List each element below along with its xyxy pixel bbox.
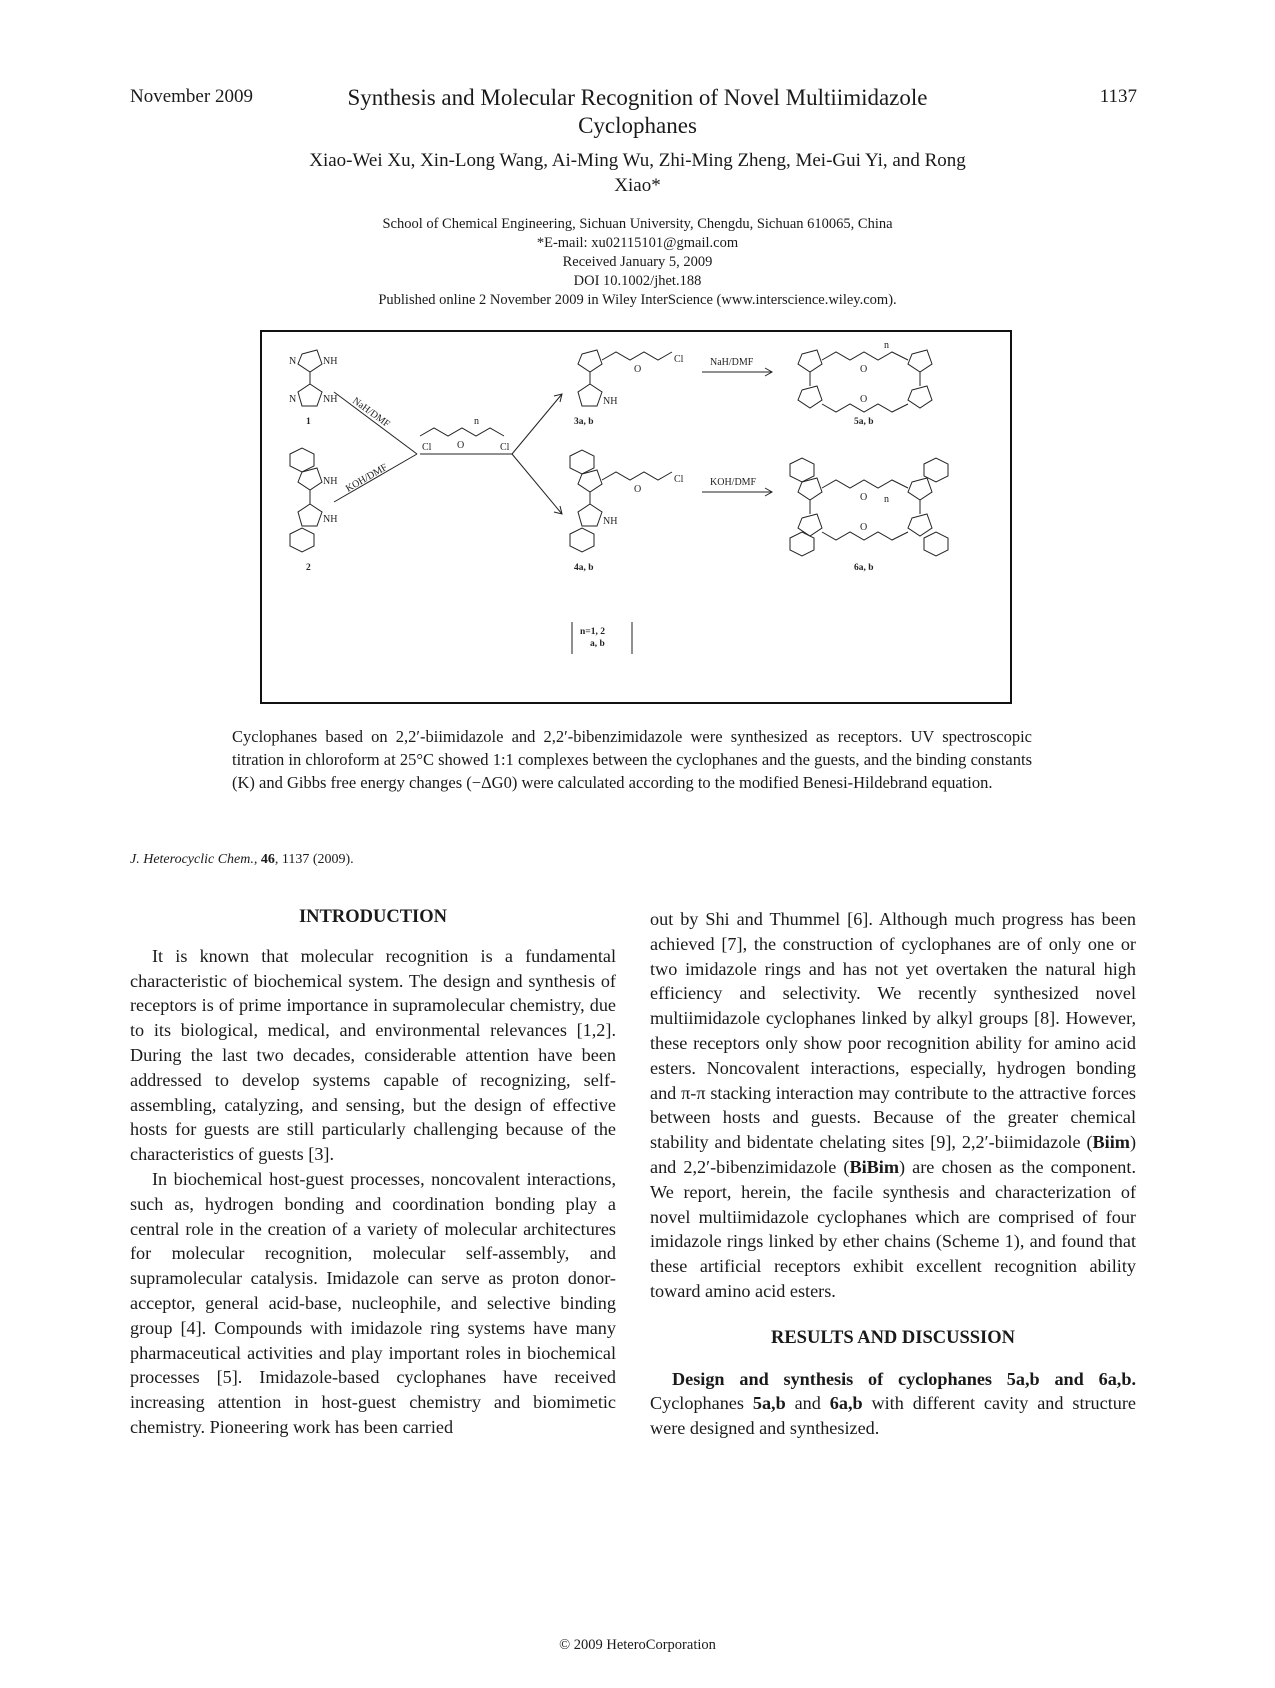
reagent-nah-dmf: NaH/DMF	[350, 395, 392, 430]
intro-text: out by Shi and Thummel [6]. Although much progress has been achieved [7], the construction of cyclophanes are of only one or two imidazole rings and has not yet overtaken the natural high efficiency and selectivity. We recently synthesized novel multiimidazole cyclophanes linked by alkyl groups [8]. However, these receptors only show poor recognition ability for amino acid esters. Noncovalent interactions, especially, hydrogen bonding and π-π stacking interaction may contribute to the attractive forces between hosts and guests. Because of the greater chemical stability and bidentate chelating sites [9], 2,2′-biimidazole (	[650, 909, 1136, 1153]
n-subscript: n	[884, 494, 889, 505]
journal-citation	[130, 852, 354, 868]
results-text: with different cavity and structure were designed and synthesized.	[650, 1393, 1136, 1439]
published-online: Published online 2 November 2009 in Wiley InterScience (www.interscience.wiley.com).	[378, 292, 897, 308]
reaction-scheme-figure	[262, 332, 1010, 702]
left-column	[130, 905, 616, 1440]
compound-label-6: 6a, b	[854, 563, 874, 573]
bibim-term: BiBim	[849, 1156, 900, 1177]
compound-label-3: 3a, b	[574, 417, 594, 427]
journal-name: J. Heterocyclic Chem.,	[130, 852, 258, 867]
results-heading: RESULTS AND DISCUSSION	[770, 1327, 1016, 1348]
cl-label: Cl	[422, 442, 432, 453]
o-label: O	[634, 364, 642, 375]
o-label: O	[860, 394, 868, 405]
ab-values: a, b	[590, 639, 605, 649]
reagent-nah-dmf: NaH/DMF	[710, 357, 754, 368]
copyright-footer: © 2009 HeteroCorporation	[559, 1637, 716, 1653]
compound-label-2: 2	[306, 563, 311, 573]
o-label: O	[860, 364, 868, 375]
o-label: O	[634, 484, 642, 495]
reaction-scheme	[260, 330, 1012, 704]
compound-label-1: 1	[306, 417, 311, 427]
introduction-heading: INTRODUCTION	[298, 907, 448, 927]
nh-label: NH	[603, 516, 618, 527]
affiliation-block	[250, 215, 1025, 310]
intro-text: ) are chosen as the component. We report, herein, the facile synthesis and characterization of novel multiimidazole cyclophanes which are comprised of four imidazole rings linked by ether chains (Scheme 1), and found that these artificial receptors exhibit excellent recognition ability toward amino acid esters.	[650, 1156, 1136, 1301]
compound-ref: 5a,b	[752, 1393, 786, 1414]
page-number: 1137	[1099, 86, 1137, 107]
nh-label: NH	[323, 394, 338, 405]
results-subhead: Design and synthesis of cyclophanes 5a,b and 6a,b.	[672, 1368, 1136, 1389]
nh-label: NH	[323, 476, 338, 487]
reagent-koh-dmf: KOH/DMF	[344, 462, 390, 495]
o-label: O	[860, 522, 868, 533]
abstract: Cyclophanes based on 2,2′-biimidazole and 2,2′-bibenzimidazole were synthesized as receptors. UV spectroscopic titration in chloroform at 25°C showed 1:1 complexes between the cyclophanes and the guests, and the binding constants (K) and Gibbs free energy changes (−ΔG0) were calculated according to the modified Benesi-Hildebrand equation.	[232, 727, 1032, 792]
journal-pages: , 1137 (2009).	[274, 852, 354, 867]
right-column	[650, 907, 1136, 1441]
author-list: Xiao-Wei Xu, Xin-Long Wang, Ai-Ming Wu, Zhi-Ming Zheng, Mei-Gui Yi, and Rong Xiao*	[309, 150, 966, 196]
compound-ref: 6a,b	[829, 1393, 863, 1414]
o-label: O	[860, 492, 868, 503]
cl-label: Cl	[674, 474, 684, 485]
results-text: Cyclophanes	[650, 1393, 753, 1414]
compound-label-4: 4a, b	[574, 563, 594, 573]
nh-label: NH	[323, 356, 338, 367]
n-subscript: n	[884, 340, 889, 351]
doi: DOI 10.1002/jhet.188	[573, 273, 702, 289]
n-subscript: n	[474, 416, 479, 427]
intro-text: ) and 2,2′-bibenzimidazole (	[650, 1132, 1136, 1177]
received-date: Received January 5, 2009	[562, 254, 713, 270]
intro-paragraph-1: It is known that molecular recognition is a fundamental characteristic of biochemical system. The design and synthesis of receptors is of prime importance in supramolecular chemistry, due to its biological, medical, and environmental relevances [1,2]. During the last two decades, considerable attention have been addressed to develop systems capable of recognizing, self-assembling, catalyzing, and sensing, but the design of effective hosts for guests are still particularly challenging because of the characteristics of guests [3].	[130, 945, 616, 1165]
n-label: N	[289, 356, 297, 367]
journal-volume: 46	[260, 852, 275, 867]
reagent-koh-dmf: KOH/DMF	[710, 477, 757, 488]
biim-term: Biim	[1092, 1132, 1130, 1153]
results-text: and	[785, 1393, 830, 1414]
compound-label-5: 5a, b	[854, 417, 874, 427]
intro-paragraph-3	[650, 907, 1136, 1304]
n-values: n=1, 2	[580, 627, 605, 637]
o-label: O	[457, 440, 465, 451]
affiliation-school: School of Chemical Engineering, Sichuan University, Chengdu, Sichuan 610065, China	[382, 216, 893, 232]
nh-label: NH	[603, 396, 618, 407]
header-date: November 2009	[130, 86, 253, 107]
cl-label: Cl	[674, 354, 684, 365]
n-label: N	[289, 394, 297, 405]
article-title: Synthesis and Molecular Recognition of Novel Multiimidazole Cyclophanes	[347, 85, 928, 138]
intro-paragraph-2: In biochemical host-guest processes, noncovalent interactions, such as, hydrogen bonding and coordination bonding play a central role in the creation of a variety of molecular architectures for molecular recognition, molecular self-assembly, and supramolecular catalysis. Imidazole can serve as proton donor-acceptor, general acid-base, nucleophile, and selective binding group [4]. Compounds with imidazole ring systems have many pharmaceutical activities and play important roles in biochemical processes [5]. Imidazole-based cyclophanes have received increasing attention in host-guest chemistry and biomimetic chemistry. Pioneering work has been carried	[130, 1168, 616, 1437]
affiliation-email: *E-mail: xu02115101@gmail.com	[536, 235, 739, 251]
cl-label: Cl	[500, 442, 510, 453]
nh-label: NH	[323, 514, 338, 525]
results-paragraph	[650, 1367, 1136, 1441]
